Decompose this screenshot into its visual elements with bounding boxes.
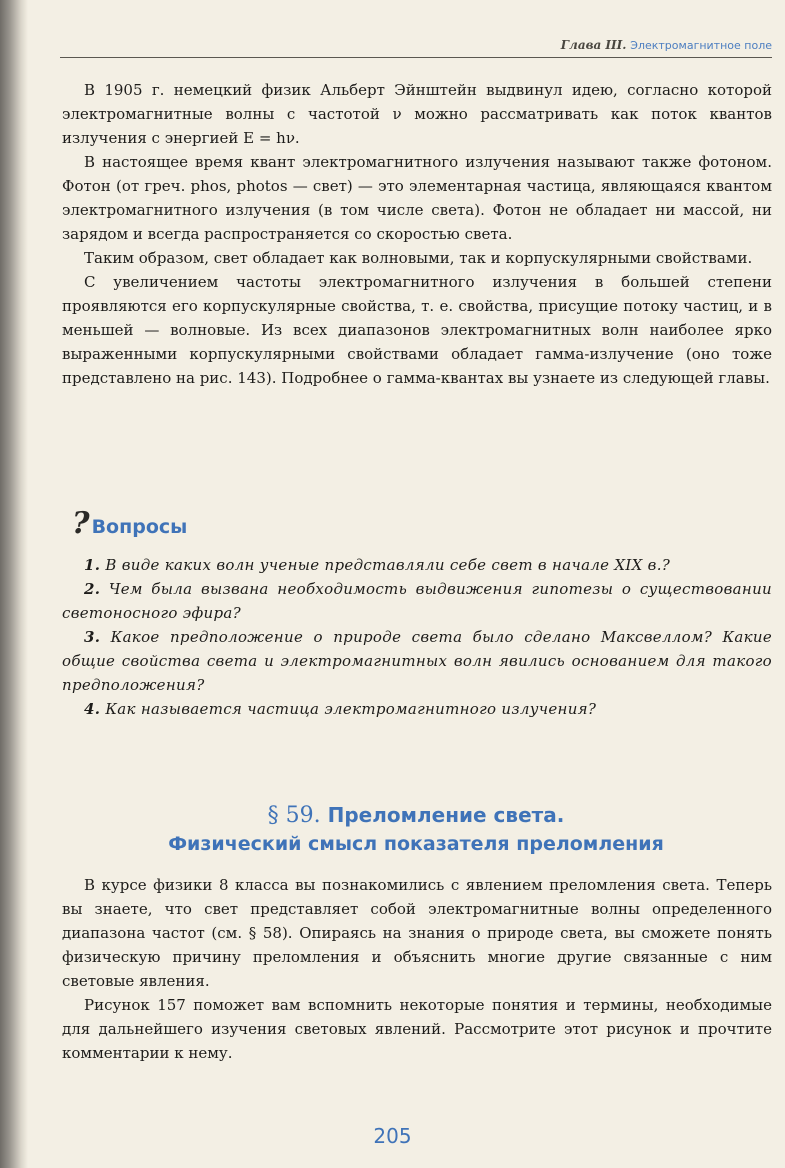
question-item xyxy=(62,553,772,577)
question-item xyxy=(62,577,772,625)
running-header xyxy=(60,38,772,52)
paragraph: В настоящее время квант электромагнитного излучения называют также фотоном. Фотон (от греч. phos, photos — свет) — это элементарная частица, являющаяся квантом электромагнитного излучения (в том числе света). Фотон не обладает ни массой, ни зарядом и всегда распространяется со скоростью света. xyxy=(62,153,772,243)
questions-list xyxy=(62,553,772,721)
body-text xyxy=(62,78,772,390)
question-number: 3. xyxy=(84,628,101,646)
page-number: 205 xyxy=(373,1124,412,1148)
paragraph: В курсе физики 8 класса вы познакомились с явлением преломления света. Теперь вы знаете, что свет представляет собой электромагнитные волны определенного диапазона частот (см. § 58). Опираясь на знания о природе света, вы сможете понять физическую причину преломления и объяснить многие другие связанные с ним световые явления. xyxy=(62,876,772,990)
paragraph: Таким образом, свет обладает как волновыми, так и корпускулярными свойствами. xyxy=(84,249,753,267)
section-body xyxy=(62,873,772,1065)
section-heading xyxy=(60,803,772,828)
question-number: 1. xyxy=(84,556,101,574)
section-subtitle: Физический смысл показателя преломления xyxy=(168,833,664,855)
header-chapter: Глава III. xyxy=(560,38,627,52)
paragraph: С увеличением частоты электромагнитного излучения в большей степени проявляются его корпускулярные свойства, т. е. свойства, присущие потоку частиц, и в меньшей — волновые. Из всех диапазонов электромагнитных волн наиболее ярко выраженными корпускулярными свойствами обладает гамма-излучение (оно тоже представлено на рис. 143). Подробнее о гамма-квантах вы узнаете из следующей главы. xyxy=(62,273,772,387)
section-number: § 59. xyxy=(267,803,321,828)
question-text: Чем была вызвана необходимость выдвижения гипотезы о существовании светоносного эфира? xyxy=(62,580,772,622)
paragraph: В 1905 г. немецкий физик Альберт Эйнштейн выдвинул идею, согласно которой электромагнитные волны с частотой ν можно рассматривать как поток квантов излучения с энергией E = hν. xyxy=(62,81,772,147)
question-text: Какое предположение о природе света было сделано Максвеллом? Какие общие свойства света и электромагнитных волн явились основанием для такого предположения? xyxy=(62,628,772,694)
question-item xyxy=(62,625,772,697)
questions-title: Вопросы xyxy=(91,516,188,538)
question-number: 2. xyxy=(84,580,101,598)
question-number: 4. xyxy=(84,700,101,718)
section-title: Преломление света. xyxy=(327,803,565,827)
paragraph: Рисунок 157 поможет вам вспомнить некоторые понятия и термины, необходимые для дальнейшего изучения световых явлений. Рассмотрите этот рисунок и прочтите комментарии к нему. xyxy=(62,996,772,1062)
question-text: Как называется частица электромагнитного излучения? xyxy=(105,700,597,718)
question-mark-icon: ? xyxy=(72,506,90,541)
header-rule xyxy=(60,57,772,58)
header-section: Электромагнитное поле xyxy=(630,39,772,52)
question-text: В виде каких волн ученые представляли себе свет в начале XIX в.? xyxy=(105,556,671,574)
questions-heading xyxy=(72,506,187,541)
question-item xyxy=(62,697,772,721)
